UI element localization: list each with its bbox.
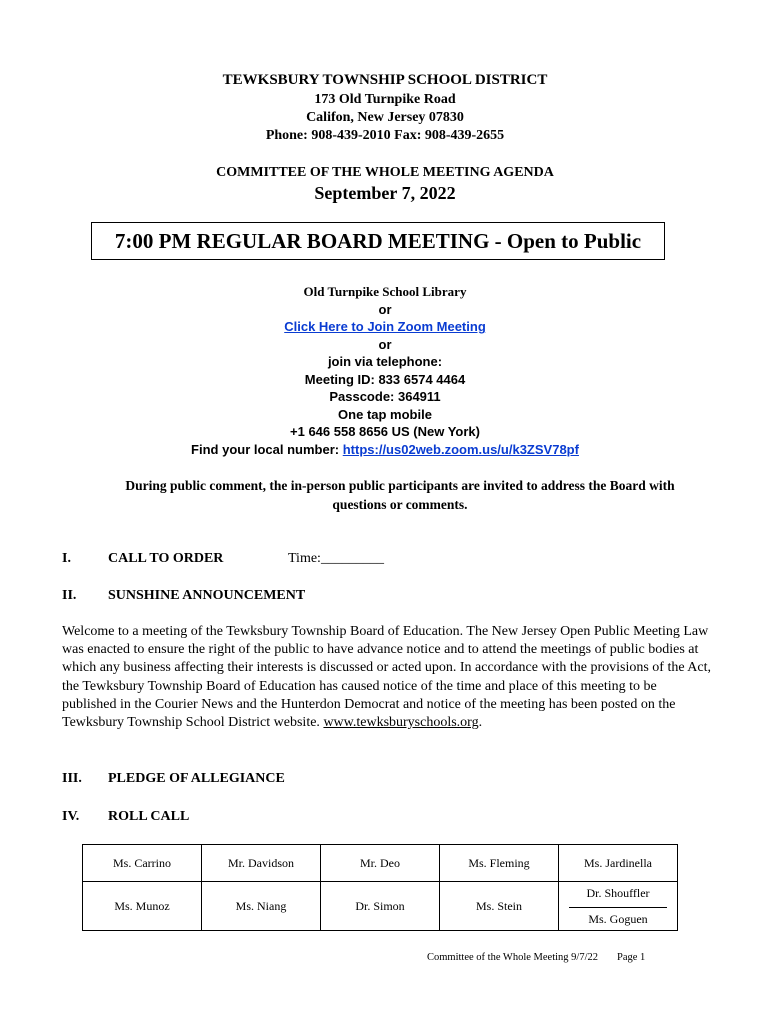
district-name: TEWKSBURY TOWNSHIP SCHOOL DISTRICT	[222, 72, 548, 88]
address-line-1: 173 Old Turnpike Road	[314, 92, 456, 107]
or-separator-2: or	[378, 336, 392, 352]
roll-cell: Ms. Fleming	[440, 845, 559, 882]
roll-cell: Mr. Deo	[321, 845, 440, 882]
roll-cell: Ms. Jardinella	[559, 845, 678, 882]
roll-cell: Ms. Stein	[440, 882, 559, 931]
item-number-3: III.	[62, 771, 82, 786]
agenda-title: COMMITTEE OF THE WHOLE MEETING AGENDA	[216, 165, 554, 180]
passcode: Passcode: 364911	[329, 389, 441, 404]
item-title-sunshine: SUNSHINE ANNOUNCEMENT	[108, 588, 306, 603]
footer-page-number: Page 1	[617, 952, 646, 963]
roll-cell: Mr. Davidson	[202, 845, 321, 882]
one-tap-label: One tap mobile	[338, 406, 432, 422]
call-to-order-time: Time:_________	[288, 551, 384, 566]
public-comment-notice: During public comment, the in-person public participants are invited to address the Board with questions or comments.	[125, 478, 675, 512]
sunshine-paragraph	[62, 623, 712, 732]
table-row	[83, 845, 678, 882]
one-tap-number: +1 646 558 8656 US (New York)	[290, 424, 480, 439]
meeting-banner: 7:00 PM REGULAR BOARD MEETING - Open to Public	[91, 222, 665, 260]
item-number-4: IV.	[62, 809, 80, 824]
sunshine-end: .	[478, 715, 483, 731]
district-website-link[interactable]: www.tewksburyschools.org	[323, 715, 479, 731]
roll-cell-split	[559, 882, 678, 931]
local-number-link[interactable]: https://us02web.zoom.us/u/k3ZSV78pf	[342, 441, 579, 457]
roll-cell: Ms. Carrino	[83, 845, 202, 882]
item-number-2: II.	[62, 588, 77, 603]
meeting-date: September 7, 2022	[314, 183, 456, 203]
address-line-2: Califon, New Jersey 07830	[306, 110, 464, 125]
roll-cell: Ms. Munoz	[83, 882, 202, 931]
roll-cell: Dr. Simon	[321, 882, 440, 931]
item-title-pledge: PLEDGE OF ALLEGIANCE	[108, 771, 285, 786]
item-title-roll-call: ROLL CALL	[108, 809, 190, 824]
zoom-link-row	[0, 318, 770, 336]
telephone-label: join via telephone:	[327, 354, 443, 369]
footer-meeting-label: Committee of the Whole Meeting 9/7/22	[427, 952, 598, 963]
phone-fax: Phone: 908-439-2010 Fax: 908-439-2655	[265, 128, 505, 143]
meeting-id: Meeting ID: 833 6574 4464	[304, 371, 466, 387]
table-row	[83, 882, 678, 931]
local-number-label: Find your local number:	[191, 441, 343, 457]
meeting-location: Old Turnpike School Library	[303, 284, 467, 299]
roll-cell: Ms. Niang	[202, 882, 321, 931]
item-title-call-to-order: CALL TO ORDER	[108, 551, 224, 566]
sunshine-text: Welcome to a meeting of the Tewksbury Township Board of Education. The New Jersey Open Public Meeting Law was enacted to ensure the right of the public to have advance notice and to attend the meetings of public bodies at which any business affecting their interests is discussed or acted upon. In accordance with the provisions of the Act, the Tewksbury Township Board of Education has caused notice of the time and place of this meeting to be published in the Courier News and the Hunterdon Democrat and notice of the meeting has been posted on the Tewksbury Township School District website.	[62, 624, 712, 731]
roll-cell-split-top: Dr. Shouffler	[569, 886, 667, 908]
item-number-1: I.	[62, 551, 71, 566]
local-number-row	[0, 441, 770, 459]
zoom-meeting-link[interactable]: Click Here to Join Zoom Meeting	[284, 319, 486, 334]
roll-cell-split-bottom: Ms. Goguen	[588, 911, 648, 926]
roll-call-table	[82, 844, 678, 931]
or-separator-1: or	[378, 301, 392, 317]
